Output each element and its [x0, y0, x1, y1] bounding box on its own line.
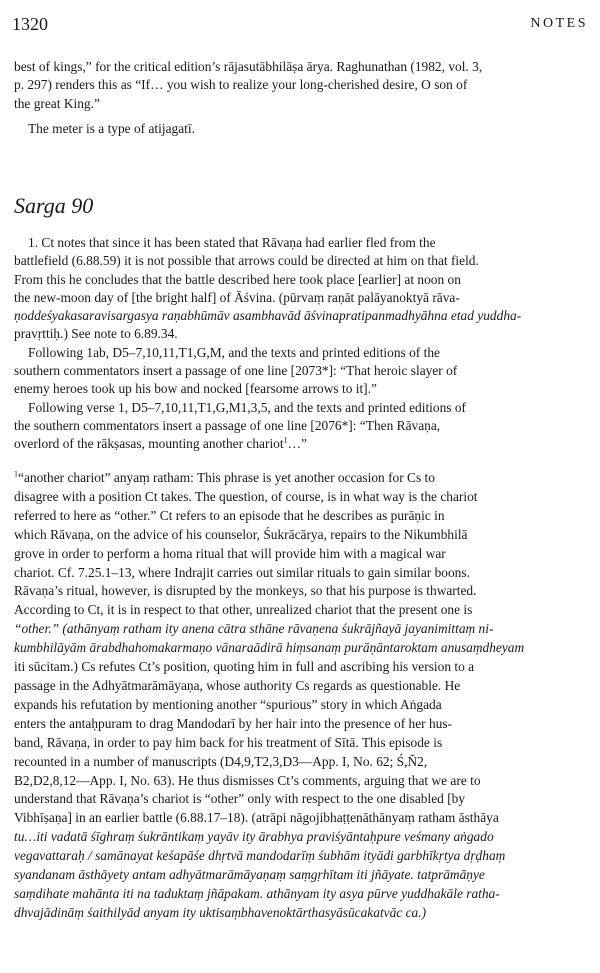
- text-line: passage in the Adhyātmarāmāyaṇa, whose authority Cs regards as questionable. He: [14, 677, 461, 693]
- text-line: which Rāvaṇa, on the advice of his counselor, Śukrācārya, repairs to the Nikumbhilā: [14, 526, 468, 542]
- text-line: From this he concludes that the battle described here took place [earlier] at noon on: [14, 271, 461, 287]
- text-line: dhvajādināṃ śaithilyād anyam ity uktisaṃbhavenoktārthasyāsūcakatvāc ca.): [14, 904, 427, 920]
- text-line: the new-moon day of [the bright half] of Āśvina. (pūrvaṃ raṇāt palāyanoktyā rāva-: [14, 289, 460, 305]
- text-line: understand that Rāvaṇa’s chariot is “other” only with respect to the one disabled [by: [14, 791, 466, 807]
- text-line: enters the antaḥpuram to drag Mandodarī by her hair into the presence of her hus-: [14, 715, 453, 731]
- text-line: “other.” (athānyaṃ ratham ity anena cātra sthāne rāvaṇena śukrājñayā jayanimittaṃ ni-: [14, 621, 494, 637]
- footnote-reference: 1: [283, 435, 288, 445]
- section-title: Sarga 90: [14, 193, 94, 218]
- text-line: iti sūcitam.) Cs refutes Ct’s position, quoting him in full and ascribing his version to a: [14, 659, 475, 675]
- insert-note-2073: [14, 344, 592, 399]
- text-line: saṃdihate mahānta iti na taduktaṃ jñāpakam. athānyam ity asya pūrve yuddhakāle ratha-: [14, 885, 500, 901]
- page-header: [12, 14, 588, 38]
- footnote: [14, 469, 592, 923]
- text-line: chariot. Cf. 7.25.1–13, where Indrajit carries out similar rituals to gain similar boons.: [14, 564, 470, 580]
- note-1: [14, 234, 592, 344]
- text-line: best of kings,” for the critical edition’s rājasutābhilāṣa ārya. Raghunathan (1982, vol. 3,: [14, 59, 483, 74]
- text-line: enemy heroes took up his bow and nocked [fearsome arrows to it].”: [14, 381, 377, 397]
- footnote-marker: 1: [14, 469, 18, 479]
- text-line: battlefield (6.88.59) it is not possible that arrows could be directed at him on that field.: [14, 253, 479, 269]
- page-number: 1320: [12, 14, 48, 34]
- text-line: Vibhīṣaṇa] in an earlier battle (6.88.17–18). (atrāpi nāgojibhaṭṭenāthānyaṃ ratham āsthāya: [14, 810, 499, 826]
- text-line: pravṛttiḥ.) See note to 6.89.34.: [14, 326, 178, 342]
- text-line: tu…iti vadatā śīghraṃ śukrāntikaṃ yayāv ity ārabhya praviśyāntaḥpure veśmany aṅgado: [14, 829, 494, 845]
- text-line: disagree with a position Ct takes. The question, of course, is in what way is the chariot: [14, 488, 478, 504]
- text-line: Following 1ab, D5–7,10,11,T1,G,M, and the texts and printed editions of the: [28, 344, 440, 360]
- text-line: Following verse 1, D5–7,10,11,T1,G,M1,3,5, and the texts and printed editions of: [28, 399, 466, 415]
- text-line: Rāvaṇa’s ritual, however, is disrupted by the monkeys, so that his purpose is thwarted.: [14, 583, 477, 599]
- text-span: overlord of the rākṣasas, mounting another chariot: [14, 436, 284, 452]
- text-line: syandanam āsthāyety antam adhyātmarāmāyaṇaṃ saṃgṛhītam iti jñāyate. tatprāmāṇye: [14, 867, 485, 883]
- sarga-notes: [14, 234, 592, 454]
- text-line: p. 297) renders this as “If… you wish to realize your long-cherished desire, O son of: [14, 77, 468, 93]
- text-line: 1. Ct notes that since it has been stated that Rāvaṇa had earlier fled from the: [28, 235, 436, 250]
- text-span: …”: [287, 436, 307, 452]
- meter-note: The meter is a type of atijagatī.: [28, 121, 195, 136]
- text-line: recounted in a number of manuscripts (D4,9,T2,3,D3—App. I, No. 62; Ś,Ñ2,: [14, 753, 428, 769]
- text-line: According to Ct, it is in respect to that other, unrealized chariot that the present one is: [14, 602, 473, 618]
- text-line: the great King.”: [14, 95, 100, 111]
- text-line: band, Rāvaṇa, in order to pay him back for his treatment of Sītā. This episode is: [14, 734, 443, 750]
- text-line: grove in order to perform a homa ritual that will provide him with a magical war: [14, 545, 446, 561]
- text-line: vegavattaraḥ / samānayat keśapāśe dhṛtvā mandodarīṃ śubhām ityādi garbhīkṛtya dṛḍhaṃ: [14, 848, 506, 864]
- text-line: [14, 435, 592, 453]
- text-line: the southern commentators insert a passage of one line [2076*]: “Then Rāvaṇa,: [14, 417, 441, 433]
- text-line: kumbhilāyām ārabdhahomakarmaṇo vānaraādirā hiṃsanaṃ purāṇāntaroktam anusaṃdheyam: [14, 640, 525, 656]
- text-line: southern commentators insert a passage of one line [2073*]: “That heroic slayer of: [14, 363, 458, 379]
- text-line: ṇoddeśyakasaravisargasya raṇabhūmāv asambhavād āśvinapratipanmadhyāhna etad yuddha-: [14, 308, 522, 324]
- intro-paragraph: [14, 58, 592, 113]
- text-line: expands his refutation by mentioning another “spurious” story in which Aṅgada: [14, 696, 442, 712]
- text-line: B2,D2,8,12—App. I, No. 63). He thus dismisses Ct’s comments, arguing that we are to: [14, 772, 481, 788]
- insert-note-2076: [14, 399, 592, 454]
- running-head: NOTES: [530, 16, 588, 31]
- text-span: “another chariot” anyaṃ ratham: This phrase is yet another occasion for Cs to: [18, 470, 435, 485]
- text-line: [14, 469, 592, 488]
- text-line: referred to here as “other.” Ct refers to an episode that he describes as purāṇic in: [14, 507, 445, 523]
